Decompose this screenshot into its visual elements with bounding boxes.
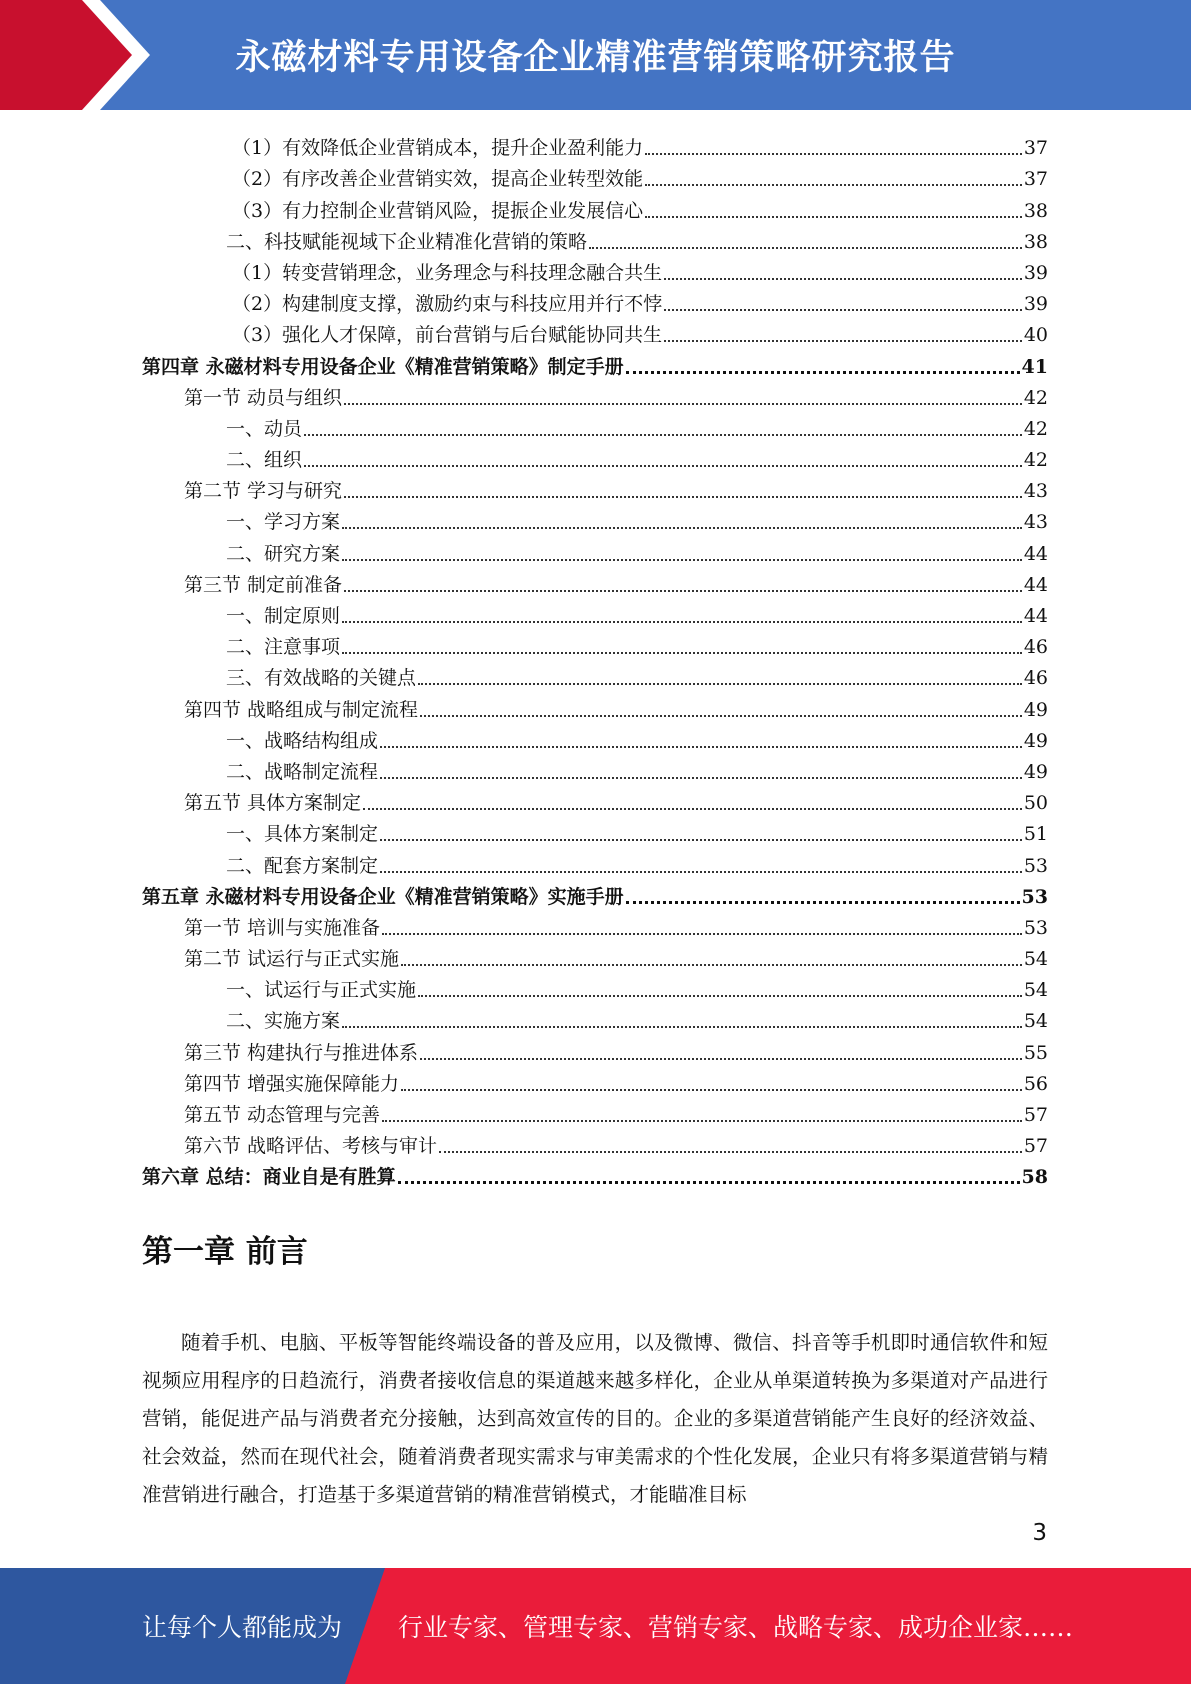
toc-leader-dots: [664, 308, 1022, 311]
toc-entry-title: 第三节 构建执行与推进体系: [184, 1041, 419, 1064]
toc-row[interactable]: [142, 752, 1048, 783]
toc-row[interactable]: [142, 471, 1048, 502]
toc-page-number: 57: [1023, 1135, 1048, 1158]
toc-row[interactable]: [142, 814, 1048, 845]
toc-leader-dots: [626, 900, 1020, 904]
toc-page-number: 41: [1021, 355, 1048, 378]
toc-entry-title: 第六节 战略评估、考核与审计: [184, 1135, 438, 1158]
toc-page-number: 39: [1023, 293, 1048, 316]
toc-page-number: 53: [1021, 885, 1048, 908]
page-header: [0, 0, 1191, 110]
toc-leader-dots: [401, 1088, 1022, 1091]
toc-entry-title: （1）有效降低企业营销成本，提升企业盈利能力: [232, 137, 644, 160]
toc-entry-title: 第五节 动态管理与完善: [184, 1104, 381, 1126]
page-number: 3: [1032, 1520, 1047, 1546]
toc-chapter-row[interactable]: [142, 346, 1048, 377]
toc-leader-dots: [363, 807, 1022, 810]
page-footer: [0, 1568, 1191, 1684]
toc-row[interactable]: [142, 565, 1048, 596]
toc-row[interactable]: [142, 284, 1048, 315]
toc-row[interactable]: [142, 1032, 1048, 1063]
toc-page-number: 43: [1023, 480, 1048, 503]
toc-entry-title: 一、制定原则: [226, 605, 341, 627]
toc-row[interactable]: [142, 502, 1048, 533]
toc-row[interactable]: [142, 689, 1048, 720]
toc-entry-title: （3）强化人才保障，前台营销与后台赋能协同共生: [232, 324, 663, 347]
header-arrow-decoration: [0, 0, 160, 110]
toc-row[interactable]: [142, 939, 1048, 970]
toc-row[interactable]: [142, 1126, 1048, 1157]
toc-row[interactable]: [142, 596, 1048, 627]
toc-entry-title: 二、战略制定流程: [226, 760, 379, 783]
toc-page-number: 49: [1023, 760, 1048, 783]
toc-page-number: 56: [1023, 1072, 1048, 1095]
toc-page-number: 44: [1023, 542, 1048, 565]
toc-leader-dots: [380, 745, 1022, 748]
toc-entry-title: 二、实施方案: [226, 1010, 341, 1033]
toc-leader-dots: [645, 215, 1022, 218]
toc-entry-title: 第四节 增强实施保障能力: [184, 1072, 400, 1095]
toc-entry-title: 第五节 具体方案制定: [184, 792, 362, 815]
toc-page-number: 54: [1023, 948, 1048, 971]
toc-leader-dots: [420, 1057, 1022, 1060]
toc-entry-title: 第二节 学习与研究: [184, 480, 343, 503]
toc-entry-title: 一、具体方案制定: [226, 823, 379, 846]
toc-page-number: 50: [1023, 792, 1048, 815]
toc-leader-dots: [664, 277, 1022, 280]
toc-entry-title: 二、组织: [226, 449, 303, 472]
toc-row[interactable]: [142, 159, 1048, 190]
toc-leader-dots: [589, 246, 1022, 249]
toc-leader-dots: [380, 776, 1022, 779]
toc-entry-title: 第六章 总结：商业自是有胜算: [142, 1166, 396, 1189]
toc-page-number: 54: [1023, 979, 1048, 1002]
toc-entry-title: （1）转变营销理念，业务理念与科技理念融合共生: [232, 261, 663, 284]
toc-chapter-row[interactable]: [142, 877, 1048, 908]
footer-slogan-left: 让每个人都能成为: [142, 1613, 343, 1642]
toc-leader-dots: [342, 651, 1022, 654]
toc-row[interactable]: [142, 533, 1048, 564]
toc-page-number: 53: [1023, 916, 1048, 939]
toc-row[interactable]: [142, 627, 1048, 658]
toc-row[interactable]: [142, 315, 1048, 346]
toc-leader-dots: [380, 870, 1022, 873]
toc-page-number: 42: [1023, 386, 1048, 409]
toc-row[interactable]: [142, 190, 1048, 221]
toc-page-number: 42: [1023, 449, 1048, 472]
toc-row[interactable]: [142, 128, 1048, 159]
toc-page-number: 42: [1023, 417, 1048, 440]
toc-row[interactable]: [142, 1001, 1048, 1032]
toc-page-number: 49: [1023, 698, 1048, 721]
toc-row[interactable]: [142, 440, 1048, 471]
toc-leader-dots: [344, 402, 1022, 405]
toc-row[interactable]: [142, 1064, 1048, 1095]
toc-leader-dots: [418, 994, 1022, 997]
toc-entry-title: 二、注意事项: [226, 636, 341, 659]
toc-leader-dots: [342, 558, 1022, 561]
chapter-heading: 第一章 前言: [142, 1234, 308, 1270]
toc-entry-title: 一、学习方案: [226, 511, 341, 534]
toc-row[interactable]: [142, 1095, 1048, 1126]
toc-row[interactable]: [142, 222, 1048, 253]
toc-page-number: 57: [1023, 1104, 1048, 1126]
toc-chapter-row[interactable]: [142, 1157, 1048, 1188]
toc-leader-dots: [342, 620, 1022, 623]
header-title: 永磁材料专用设备企业精准营销策略研究报告: [235, 38, 956, 78]
toc-leader-dots: [418, 682, 1022, 685]
toc-page-number: 38: [1023, 199, 1048, 222]
toc-page-number: 44: [1023, 605, 1048, 627]
toc-entry-title: 第一节 动员与组织: [184, 386, 343, 409]
toc-leader-dots: [382, 932, 1022, 935]
toc-leader-dots: [304, 464, 1022, 467]
toc-row[interactable]: [142, 378, 1048, 409]
toc-leader-dots: [420, 714, 1022, 717]
toc-page-number: 58: [1021, 1166, 1048, 1189]
toc-entry-title: 第三节 制定前准备: [184, 573, 343, 596]
toc-leader-dots: [380, 838, 1022, 841]
toc-page-number: 46: [1023, 667, 1048, 690]
toc-leader-dots: [344, 589, 1022, 592]
toc-leader-dots: [382, 1119, 1022, 1122]
toc-leader-dots: [342, 1025, 1022, 1028]
toc-page-number: 37: [1023, 137, 1048, 160]
toc-row[interactable]: [142, 845, 1048, 876]
toc-entry-title: （2）有序改善企业营销实效，提高企业转型效能: [232, 168, 644, 191]
footer-slogan-right: 行业专家、管理专家、营销专家、战略专家、成功企业家……: [398, 1613, 1074, 1642]
toc-page-number: 55: [1023, 1041, 1048, 1064]
toc-page-number: 37: [1023, 168, 1048, 191]
toc-leader-dots: [398, 1180, 1020, 1184]
toc-page-number: 51: [1023, 823, 1048, 846]
toc-entry-title: 三、有效战略的关键点: [226, 667, 417, 690]
toc-leader-dots: [344, 495, 1022, 498]
toc-entry-title: 二、配套方案制定: [226, 854, 379, 877]
toc-entry-title: 第二节 试运行与正式实施: [184, 948, 400, 971]
toc-leader-dots: [645, 183, 1022, 186]
toc-page-number: 43: [1023, 511, 1048, 534]
toc-entry-title: 二、研究方案: [226, 542, 341, 565]
toc-page-number: 46: [1023, 636, 1048, 659]
toc-row[interactable]: [142, 253, 1048, 284]
toc-row[interactable]: [142, 721, 1048, 752]
toc-entry-title: 第四节 战略组成与制定流程: [184, 698, 419, 721]
toc-page-number: 49: [1023, 729, 1048, 752]
toc-page-number: 40: [1023, 324, 1048, 347]
toc-row[interactable]: [142, 908, 1048, 939]
toc-entry-title: 一、试运行与正式实施: [226, 979, 417, 1002]
toc-leader-dots: [439, 1150, 1022, 1153]
toc-leader-dots: [401, 963, 1022, 966]
toc-entry-title: 第四章 永磁材料专用设备企业《精准营销策略》制定手册: [142, 355, 624, 378]
toc-page-number: 39: [1023, 261, 1048, 284]
toc-leader-dots: [626, 370, 1020, 374]
toc-page-number: 53: [1023, 854, 1048, 877]
body-paragraph: 随着手机、电脑、平板等智能终端设备的普及应用，以及微博、微信、抖音等手机即时通信软件和短视频应用程序的日趋流行，消费者接收信息的渠道越来越多样化，企业从单渠道转换为多渠道对产品进行营销，能促进产品与消费者充分接触，达到高效宣传的目的。企业的多渠道营销能产生良好的经济效益、社会效益，然而在现代社会，随着消费者现实需求与审美需求的个性化发展，企业只有将多渠道营销与精准营销进行融合，打造基于多渠道营销的精准营销模式，才能瞄准目标: [142, 1331, 1048, 1506]
toc-entry-title: 第一节 培训与实施准备: [184, 916, 381, 939]
toc-entry-title: 一、动员: [226, 417, 303, 440]
toc-leader-dots: [304, 433, 1022, 436]
toc-row[interactable]: [142, 658, 1048, 689]
toc-entry-title: （3）有力控制企业营销风险，提振企业发展信心: [232, 199, 644, 222]
toc-page-number: 54: [1023, 1010, 1048, 1033]
toc-entry-title: 第五章 永磁材料专用设备企业《精准营销策略》实施手册: [142, 885, 624, 908]
toc-entry-title: 一、战略结构组成: [226, 729, 379, 752]
table-of-contents: [142, 128, 1048, 1188]
toc-row[interactable]: [142, 409, 1048, 440]
toc-entry-title: （2）构建制度支撑，激励约束与科技应用并行不悖: [232, 293, 663, 316]
toc-leader-dots: [645, 152, 1022, 155]
toc-entry-title: 二、科技赋能视域下企业精准化营销的策略: [226, 230, 588, 253]
toc-row[interactable]: [142, 783, 1048, 814]
toc-leader-dots: [342, 526, 1022, 529]
toc-leader-dots: [664, 339, 1022, 342]
toc-row[interactable]: [142, 970, 1048, 1001]
toc-page-number: 38: [1023, 230, 1048, 253]
toc-page-number: 44: [1023, 573, 1048, 596]
